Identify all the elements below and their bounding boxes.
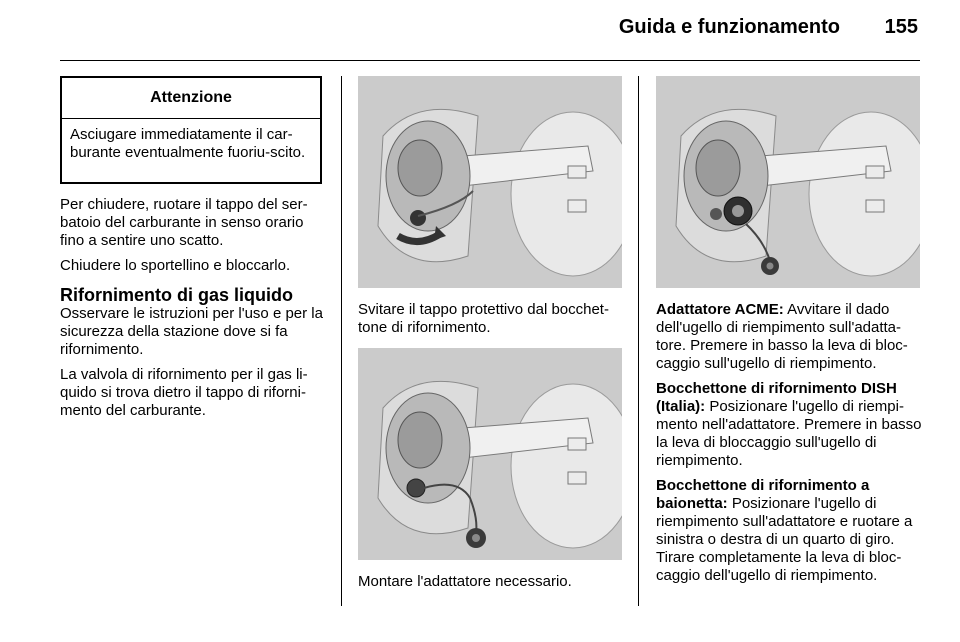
right-column xyxy=(656,301,926,585)
fuel-door-cap-rotate-illustration-icon xyxy=(358,76,622,288)
left-column xyxy=(60,196,326,420)
page-header-title: Guida e funzionamento xyxy=(618,16,840,38)
lock-door-paragraph: Chiudere lo sportellino e bloccarlo. xyxy=(60,257,291,274)
column-divider-left xyxy=(341,76,342,606)
dish-paragraph xyxy=(656,380,926,470)
dish-text: Posizionare l'ugello di riempi-mento nell'adattatore. Premere in basso la leva di bloccaggio sull'ugello di riempimento. xyxy=(656,398,922,469)
bayonet-paragraph xyxy=(656,477,926,585)
header-divider xyxy=(60,60,920,61)
acme-text: Avvitare il dado dell'ugello di riempimento sull'adatta-tore. Premere in basso la leva di bloc-caggio sull'ugello di riempimento. xyxy=(656,301,908,372)
fuel-door-acme-nozzle-illustration-icon xyxy=(656,76,920,288)
valve-location-paragraph: La valvola di rifornimento per il gas li-quido si trova dietro il tappo di riforni-mento del carburante. xyxy=(60,366,308,419)
section-heading: Rifornimento di gas liquido xyxy=(60,285,293,305)
fuel-door-adapter-illustration-icon xyxy=(358,348,622,560)
figure-fuel-door-acme xyxy=(656,76,920,288)
closing-paragraph: Per chiudere, ruotare il tappo del ser-batoio del carburante in senso orario fino a sentire uno scatto. xyxy=(60,196,308,249)
acme-paragraph xyxy=(656,301,926,373)
figure-fuel-door-rotate xyxy=(358,76,622,288)
caption-unscrew: Svitare il tappo protettivo dal bocchet-tone di rifornimento. xyxy=(358,301,609,336)
figure-fuel-door-adapter xyxy=(358,348,622,560)
caption-adapter: Montare l'adattatore necessario. xyxy=(358,573,572,590)
bayonet-lead: Bocchettone di rifornimento a baionetta: xyxy=(656,477,870,512)
column-divider-right xyxy=(638,76,639,606)
safety-paragraph: Osservare le istruzioni per l'uso e per la sicurezza della stazione dove si fa rifornimento. xyxy=(60,305,323,358)
warning-title: Attenzione xyxy=(62,78,320,119)
warning-box xyxy=(60,76,322,184)
page-number: 155 xyxy=(884,16,918,38)
warning-text: Asciugare immediatamente il car-burante eventualmente fuoriu-scito. xyxy=(70,126,306,161)
acme-lead: Adattatore ACME: xyxy=(656,301,784,318)
dish-lead: Bocchettone di rifornimento DISH (Italia): xyxy=(656,380,897,415)
bayonet-text: Posizionare l'ugello di riempimento sull'adattatore e ruotare a sinistra o destra di un quarto di giro. Tirare completamente la leva di bloc-caggio dell'ugello di riempimento. xyxy=(656,495,913,584)
